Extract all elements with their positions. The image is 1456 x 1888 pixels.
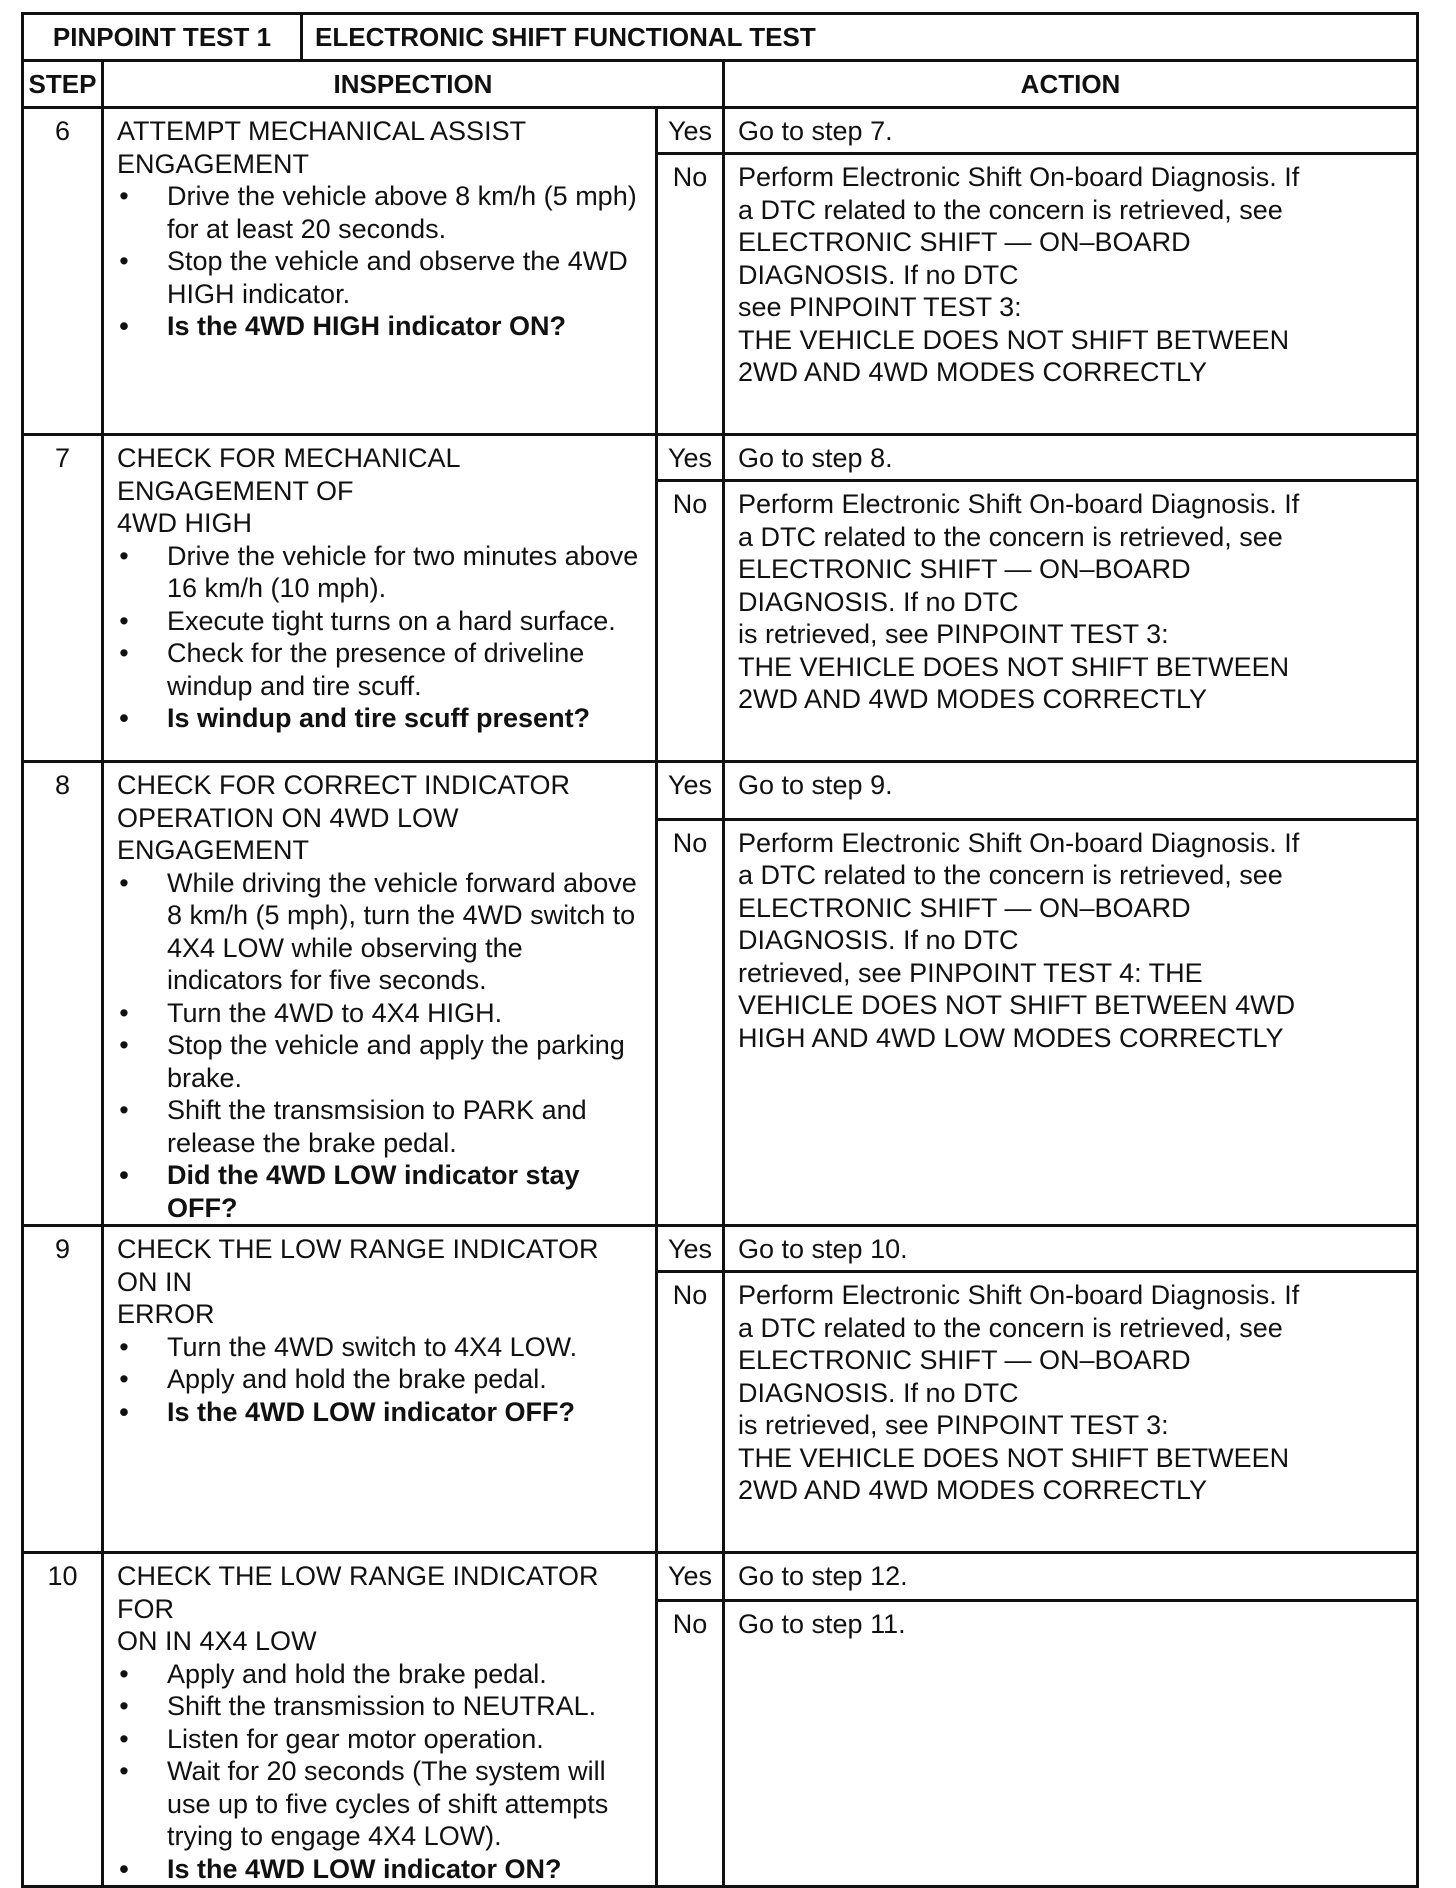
no-action-line: THE VEHICLE DOES NOT SHIFT BETWEEN [738, 1442, 1290, 1473]
no-action-line: ELECTRONIC SHIFT — ON–BOARD [738, 554, 1191, 584]
bullet-icon: • [119, 1364, 129, 1394]
inspection-column-header: INSPECTION [103, 61, 724, 108]
question-text: Did the 4WD LOW indicator stay OFF? [167, 1160, 580, 1223]
inspection-title: CHECK THE LOW RANGE INDICATOR ON IN [117, 1234, 599, 1297]
yes-label: Yes [657, 1226, 724, 1272]
yes-label: Yes [657, 1553, 724, 1601]
no-action-line: THE VEHICLE DOES NOT SHIFT BETWEEN [738, 324, 1290, 355]
step-text: Apply and hold the brake pedal. [167, 1658, 547, 1689]
step-number: 9 [23, 1226, 103, 1553]
inspection-title: CHECK FOR MECHANICAL ENGAGEMENT OF [117, 443, 460, 506]
no-action-line: HIGH AND 4WD LOW MODES CORRECTLY [738, 1022, 1284, 1053]
bullet-icon: • [119, 311, 129, 341]
inspection-step [117, 1690, 643, 1723]
bullet-icon: • [119, 1756, 129, 1786]
inspection-cell [103, 1553, 657, 1887]
step-row [23, 108, 1418, 154]
question-text: Is the 4WD LOW indicator ON? [167, 1853, 562, 1884]
no-action-line: DIAGNOSIS. If no DTC [738, 925, 1019, 956]
inspection-cell [103, 435, 657, 762]
inspection-step [117, 540, 643, 605]
yes-label: Yes [657, 762, 724, 820]
no-action-line: retrieved, see PINPOINT TEST 4: THE [738, 957, 1203, 988]
no-action-line: Perform Electronic Shift On-board Diagnosis. If [738, 827, 1300, 858]
yes-action: Go to step 12. [724, 1553, 1418, 1601]
inspection-title-cont: ERROR [117, 1299, 215, 1329]
no-label: No [657, 1272, 724, 1553]
step-text: Shift the transmsision to PARK and release the brake pedal. [167, 1095, 587, 1158]
no-label: No [657, 819, 724, 1225]
inspection-step [117, 1331, 643, 1364]
inspection-cell [103, 1226, 657, 1553]
bullet-icon: • [119, 638, 129, 668]
yes-action: Go to step 10. [724, 1226, 1418, 1272]
step-column-header: STEP [23, 61, 103, 108]
no-action-line: see PINPOINT TEST 3: [738, 292, 1022, 322]
no-action-line: THE VEHICLE DOES NOT SHIFT BETWEEN [738, 651, 1290, 682]
no-action-line: ELECTRONIC SHIFT — ON–BOARD [738, 1345, 1191, 1375]
inspection-question [117, 310, 643, 343]
inspection-step [117, 1755, 643, 1853]
bullet-icon: • [119, 1691, 129, 1721]
question-text: Is the 4WD HIGH indicator ON? [167, 311, 567, 341]
no-action-line: ELECTRONIC SHIFT — ON–BOARD [738, 892, 1191, 923]
step-text: Turn the 4WD switch to 4X4 LOW. [167, 1331, 578, 1362]
bullet-icon: • [119, 1853, 129, 1884]
inspection-cell [103, 762, 657, 1226]
bullet-icon: • [119, 997, 129, 1028]
inspection-step [117, 245, 643, 310]
yes-action: Go to step 9. [724, 762, 1418, 820]
step-text: Execute tight turns on a hard surface. [167, 605, 616, 636]
step-row [23, 762, 1418, 820]
no-action-line: a DTC related to the concern is retrieved, see [738, 521, 1283, 552]
step-text: Wait for 20 seconds (The system will use up to five cycles of shift attempts trying to engage 4X4 LOW). [167, 1756, 609, 1851]
bullet-icon: • [119, 1331, 129, 1362]
step-text: Stop the vehicle and apply the parking brake. [167, 1030, 625, 1093]
yes-action: Go to step 7. [724, 108, 1418, 154]
step-text: Listen for gear motor operation. [167, 1723, 544, 1754]
yes-label: Yes [657, 435, 724, 481]
inspection-question [117, 1396, 643, 1429]
action-column-header: ACTION [724, 61, 1418, 108]
inspection-step [117, 605, 643, 638]
no-action-line: a DTC related to the concern is retrieved, see [738, 194, 1283, 225]
no-action-line: VEHICLE DOES NOT SHIFT BETWEEN 4WD [738, 990, 1296, 1021]
inspection-title-cont: ENGAGEMENT [117, 148, 310, 179]
step-number: 6 [23, 108, 103, 435]
step-text: Stop the vehicle and observe the 4WD HIGH indicator. [167, 246, 628, 309]
inspection-steps-list [117, 867, 643, 1225]
bullet-icon: • [119, 1030, 129, 1060]
bullet-icon: • [119, 540, 129, 571]
inspection-step [117, 1094, 643, 1159]
step-number: 10 [23, 1553, 103, 1887]
question-text: Is the 4WD LOW indicator OFF? [167, 1396, 575, 1427]
bullet-icon: • [119, 1160, 129, 1190]
no-action-line: Go to step 11. [738, 1609, 906, 1640]
no-action-line: DIAGNOSIS. If no DTC [738, 1377, 1019, 1408]
inspection-title-cont: OPERATION ON 4WD LOW ENGAGEMENT [117, 802, 459, 865]
test-id: PINPOINT TEST 1 [23, 14, 302, 61]
inspection-cell [103, 108, 657, 435]
inspection-title: CHECK THE LOW RANGE INDICATOR FOR [117, 1561, 599, 1624]
no-action-line: Perform Electronic Shift On-board Diagnosis. If [738, 1280, 1300, 1310]
test-title: ELECTRONIC SHIFT FUNCTIONAL TEST [302, 14, 1418, 61]
no-label: No [657, 154, 724, 435]
step-text: While driving the vehicle forward above 8 km/h (5 mph), turn the 4WD switch to 4X4 LOW while observing the indicators for five seconds. [167, 867, 637, 995]
no-action-line: is retrieved, see PINPOINT TEST 3: [738, 1410, 1169, 1440]
inspection-step [117, 867, 643, 997]
inspection-title: ATTEMPT MECHANICAL ASSIST [117, 116, 527, 146]
yes-action: Go to step 8. [724, 435, 1418, 481]
inspection-step [117, 1658, 643, 1691]
inspection-title: CHECK FOR CORRECT INDICATOR [117, 770, 571, 800]
inspection-question [117, 1853, 643, 1886]
inspection-title-cont: 4WD HIGH [117, 508, 252, 538]
no-action-line: DIAGNOSIS. If no DTC [738, 586, 1019, 617]
bullet-icon: • [119, 1723, 129, 1754]
step-text: Apply and hold the brake pedal. [167, 1364, 547, 1394]
bullet-icon: • [119, 246, 129, 276]
no-action [724, 819, 1418, 1225]
pinpoint-test-table [21, 12, 1419, 1888]
inspection-step [117, 1723, 643, 1756]
no-label: No [657, 481, 724, 762]
title-row [23, 14, 1418, 61]
inspection-step [117, 637, 643, 702]
inspection-title-cont: ON IN 4X4 LOW [117, 1626, 317, 1656]
step-row [23, 1226, 1418, 1272]
bullet-icon: • [119, 605, 129, 636]
no-action [724, 481, 1418, 762]
inspection-step [117, 997, 643, 1030]
step-row [23, 435, 1418, 481]
yes-label: Yes [657, 108, 724, 154]
bullet-icon: • [119, 1658, 129, 1689]
bullet-icon: • [119, 1095, 129, 1125]
step-number: 7 [23, 435, 103, 762]
no-action-line: DIAGNOSIS. If no DTC [738, 259, 1019, 290]
inspection-steps-list [117, 180, 643, 343]
inspection-step [117, 1029, 643, 1094]
step-number: 8 [23, 762, 103, 1226]
no-action-line: ELECTRONIC SHIFT — ON–BOARD [738, 227, 1191, 257]
no-action-line: Perform Electronic Shift On-board Diagnosis. If [738, 162, 1300, 192]
step-text: Shift the transmission to NEUTRAL. [167, 1691, 597, 1721]
step-row [23, 1553, 1418, 1601]
inspection-question [117, 702, 643, 735]
inspection-steps-list [117, 1331, 643, 1429]
no-label: No [657, 1601, 724, 1887]
bullet-icon: • [119, 867, 129, 898]
no-action-line: 2WD AND 4WD MODES CORRECTLY [738, 357, 1208, 387]
inspection-step [117, 180, 643, 245]
pinpoint-test-page [21, 12, 1416, 1888]
bullet-icon: • [119, 703, 129, 733]
step-text: Drive the vehicle for two minutes above 16 km/h (10 mph). [167, 540, 639, 603]
bullet-icon: • [119, 181, 129, 211]
inspection-steps-list [117, 540, 643, 735]
step-text: Turn the 4WD to 4X4 HIGH. [167, 997, 503, 1028]
no-action-line: is retrieved, see PINPOINT TEST 3: [738, 619, 1169, 649]
inspection-step [117, 1363, 643, 1396]
step-text: Check for the presence of driveline windup and tire scuff. [167, 638, 585, 701]
no-action-line: Perform Electronic Shift On-board Diagnosis. If [738, 489, 1300, 519]
no-action-line: 2WD AND 4WD MODES CORRECTLY [738, 684, 1208, 714]
no-action-line: a DTC related to the concern is retrieved, see [738, 1312, 1283, 1343]
no-action-line: 2WD AND 4WD MODES CORRECTLY [738, 1475, 1208, 1505]
inspection-steps-list [117, 1658, 643, 1886]
step-text: Drive the vehicle above 8 km/h (5 mph) for at least 20 seconds. [167, 181, 637, 244]
no-action [724, 154, 1418, 435]
bullet-icon: • [119, 1396, 129, 1427]
no-action [724, 1601, 1418, 1887]
no-action-line: a DTC related to the concern is retrieved, see [738, 860, 1283, 891]
column-header-row [23, 61, 1418, 108]
question-text: Is windup and tire scuff present? [167, 703, 591, 733]
inspection-question [117, 1159, 643, 1224]
no-action [724, 1272, 1418, 1553]
